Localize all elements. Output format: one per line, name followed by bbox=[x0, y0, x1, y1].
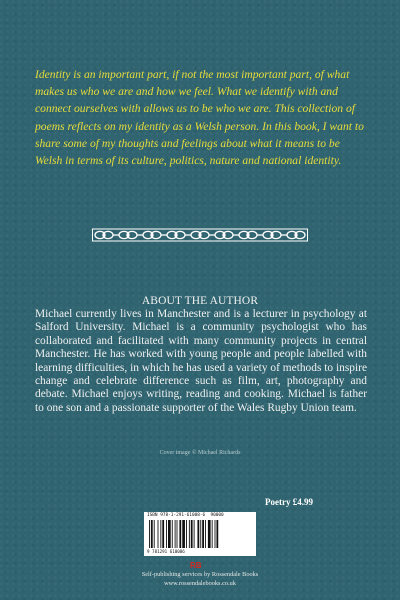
knot-pattern bbox=[95, 231, 305, 238]
publisher-line: Self-publishing services by Rossendale Books bbox=[141, 571, 259, 578]
publisher-website: www.rossendalebooks.co.uk bbox=[164, 580, 236, 587]
about-author-heading: ABOUT THE AUTHOR bbox=[141, 295, 259, 307]
isbn-digits: 9 781291 610086 bbox=[147, 549, 185, 554]
publisher-logo: RB bbox=[190, 561, 202, 570]
cover-image-credit: Cover image © Michael Richards bbox=[159, 450, 241, 456]
celtic-knot-divider bbox=[92, 228, 308, 242]
blurb-text: Identity is an important part, if not the most important part, of what makes us who we are and how we feel. What we identify with and connect ourselves with allows us to be who we are. This collection of poems reflects on my identity as a Welsh person. In this book, I want to share some of my thoughts and feelings about what it means to be Welsh in terms of its culture, politics, nature and national identity. bbox=[35, 68, 364, 168]
isbn-barcode bbox=[144, 512, 256, 556]
isbn-label: ISBN 978-1-291-61008-6 90000 bbox=[147, 513, 224, 518]
author-bio: Michael currently lives in Manchester and is a lecturer in psychology at Salford University. Michael is a community psychologist who has collaborated and facilitated with many community projects in central Manchester. He has worked with young people and people labelled with learning difficulties, in which he has used a variety of methods to inspire change and celebrate difference such as film, art, photography and debate. Michael enjoys writing, reading and cooking. Michael is father to one son and a passionate supporter of the Wales Rugby Union team. bbox=[35, 308, 367, 414]
price-label: Poetry £4.99 bbox=[265, 497, 313, 507]
barcode-bars bbox=[147, 520, 253, 548]
